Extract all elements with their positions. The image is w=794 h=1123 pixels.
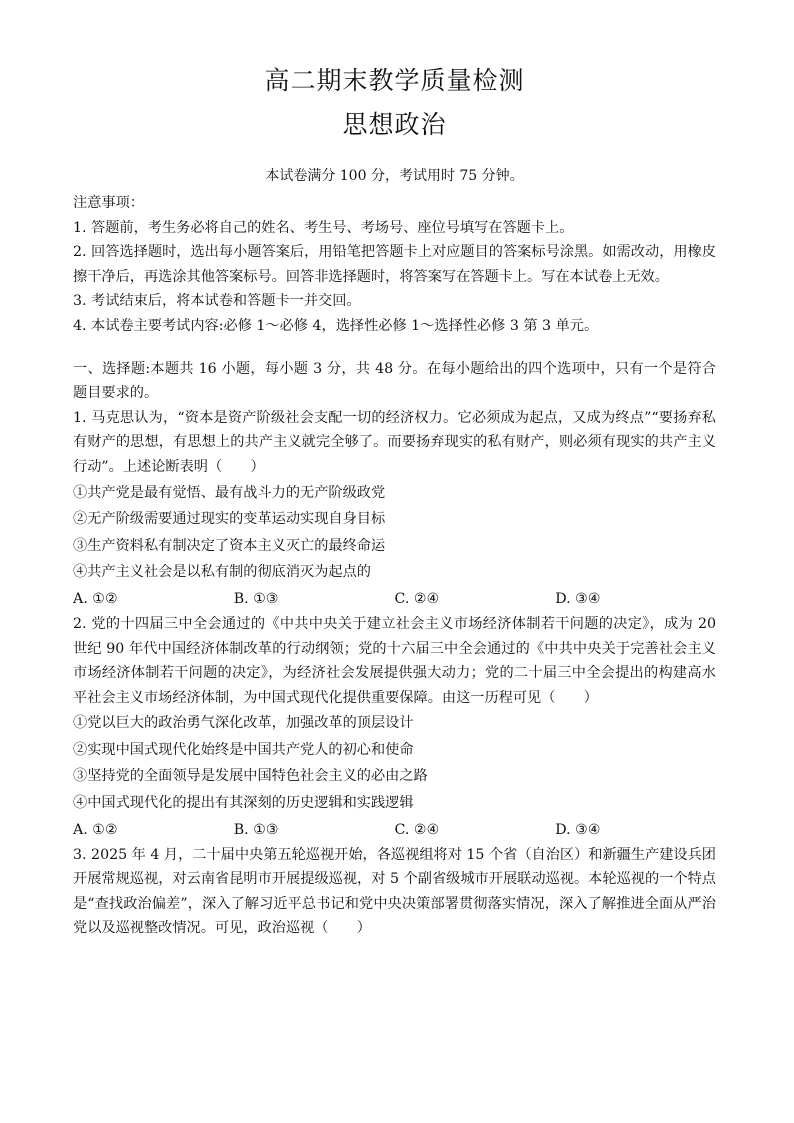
question-statement: ①党以巨大的政治勇气深化改革，加强改革的顶层设计 bbox=[73, 715, 414, 732]
question-statement: ③坚持党的全面领导是发展中国特色社会主义的必由之路 bbox=[73, 768, 428, 785]
option-a: A. ①② bbox=[73, 821, 118, 838]
question-stem: 3. 2025 年 4 月，二十届中央第五轮巡视开始，各巡视组将对 15 个省（自治区）和新疆生产建设兵团开展常规巡视，对云南省昆明市开展提级巡视，对 5 个副省级城市开展联动巡视。本轮巡视的一个特点是“查找政治偏差”，深入了解习近平总书记和党中央决策部署贯彻落实情况，深入了解推进全面从严治党以及巡视整改情况。可见，政治巡视（ ） bbox=[73, 846, 716, 937]
notice-item: 2. 回答选择题时，选出每小题答案后，用铅笔把答题卡上对应题目的答案标号涂黑。如需改动，用橡皮擦干净后，再选涂其他答案标号。回答非选择题时，将答案写在答题卡上。写在本试卷上无效。 bbox=[73, 244, 716, 285]
question-stem: 1. 马克思认为，“资本是资产阶级社会支配一切的经济权力。它必须成为起点，又成为终点”“要扬弃私有财产的思想，有思想上的共产主义就完全够了。而要扬弃现实的私有财产，则必须有现实的共产主义行动”。上述论断表明（ ） bbox=[73, 409, 716, 475]
answer-options bbox=[73, 817, 716, 843]
notice-item: 3. 考试结束后，将本试卷和答题卡一并交回。 bbox=[73, 293, 361, 310]
option-c: C. ②④ bbox=[394, 821, 440, 838]
notice-item: 4. 本试卷主要考试内容:必修 1～必修 4，选择性必修 1～选择性必修 3 第 3 单元。 bbox=[73, 317, 599, 334]
question-statement: ③生产资料私有制决定了资本主义灭亡的最终命运 bbox=[73, 537, 386, 554]
answer-options bbox=[73, 586, 716, 612]
section-heading: 一、选择题:本题共 16 小题，每小题 3 分，共 48 分。在每小题给出的四个选项中，只有一个是符合题目要求的。 bbox=[73, 360, 716, 402]
question-statement: ②无产阶级需要通过现实的变革运动实现自身目标 bbox=[73, 511, 386, 528]
question-stem: 2. 党的十四届三中全会通过的《中共中央关于建立社会主义市场经济体制若干问题的决定》，成为 20 世纪 90 年代中国经济体制改革的行动纲领；党的十六届三中全会通过的《中共中央关于完善社会主义市场经济体制若干问题的决定》，为经济社会发展提供强大动力；党的二十届三中全会提出的构建高水平社会主义市场经济体制，为中国式现代化提供重要保障。由这一历程可见（ ） bbox=[73, 615, 716, 706]
option-c: C. ②④ bbox=[394, 590, 440, 607]
question-statement: ②实现中国式现代化始终是中国共产党人的初心和使命 bbox=[73, 741, 414, 758]
option-b: B. ①③ bbox=[233, 821, 279, 838]
question-statement: ④共产主义社会是以私有制的彻底消灭为起点的 bbox=[73, 564, 371, 581]
option-d: D. ③④ bbox=[555, 590, 601, 607]
option-a: A. ①② bbox=[73, 590, 118, 607]
notice-item: 1. 答题前，考生务必将自己的姓名、考生号、考场号、座位号填写在答题卡上。 bbox=[73, 219, 574, 236]
option-d: D. ③④ bbox=[555, 821, 601, 838]
exam-title: 高二期末教学质量检测 bbox=[264, 66, 525, 95]
option-b: B. ①③ bbox=[233, 590, 279, 607]
notice-heading: 注意事项： bbox=[73, 195, 144, 211]
exam-subject: 思想政治 bbox=[342, 110, 447, 139]
question-statement: ④中国式现代化的提出有其深刻的历史逻辑和实践逻辑 bbox=[73, 795, 414, 812]
exam-info: 本试卷满分 100 分，考试用时 75 分钟。 bbox=[265, 168, 524, 184]
question-statement: ①共产党是最有觉悟、最有战斗力的无产阶级政党 bbox=[73, 484, 386, 501]
